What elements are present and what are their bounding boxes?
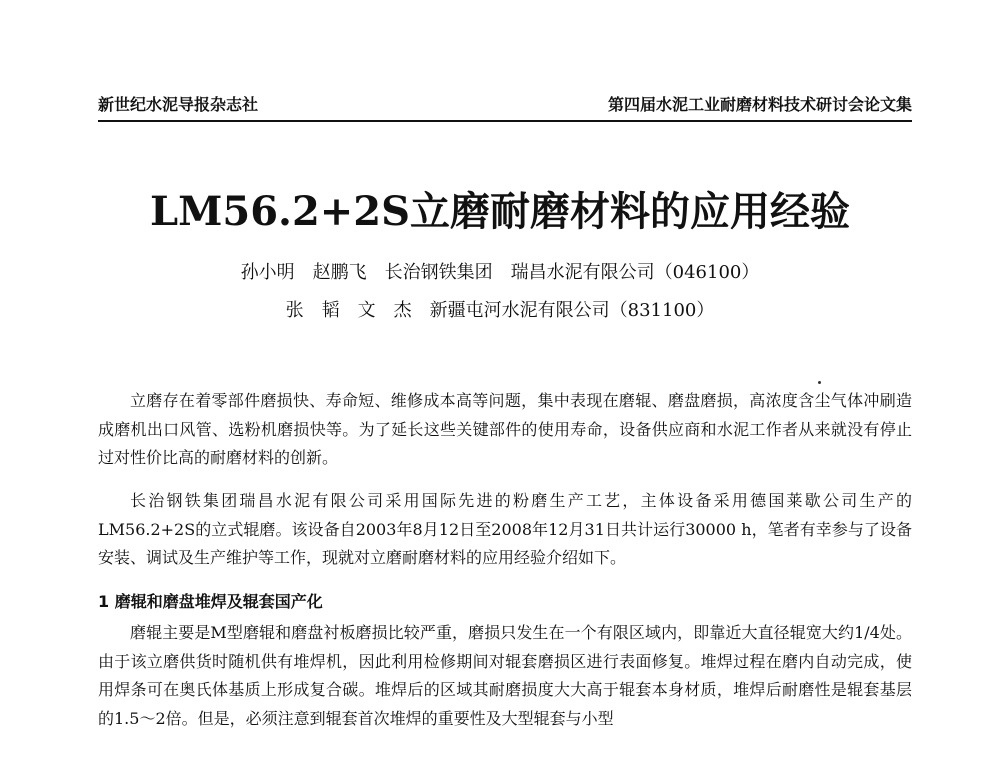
paragraph-equipment: 长治钢铁集团瑞昌水泥有限公司采用国际先进的粉磨生产工艺，主体设备采用德国莱歇公司生产的LM56.2+2S的立式辊磨。该设备自2003年8月12日至2008年12月31日共计运行30000 h，笔者有幸参与了设备安装、调试及生产维护等工作，现就对立磨耐磨材料的应用经验介绍如下。 bbox=[98, 491, 912, 567]
header-rule bbox=[98, 120, 912, 122]
speck-mark bbox=[818, 381, 821, 384]
paragraph-intro: 立磨存在着零部件磨损快、寿命短、维修成本高等问题，集中表现在磨辊、磨盘磨损，高浓度含尘气体冲刷造成磨机出口风管、选粉机磨损快等。为了延长这些关键部件的使用寿命，设备供应商和水泥工作者从来就没有停止过对性价比高的耐磨材料的创新。 bbox=[98, 391, 912, 467]
header-proceedings: 第四届水泥工业耐磨材料技术研讨会论文集 bbox=[607, 95, 912, 114]
paper-title: LM56.2+2S立磨耐磨材料的应用经验 bbox=[149, 188, 851, 235]
paragraph-section-1: 磨辊主要是M型磨辊和磨盘衬板磨损比较严重，磨损只发生在一个有限区域内，即靠近大直径辊宽大约1/4处。由于该立磨供货时随机供有堆焊机，因此利用检修期间对辊套磨损区进行表面修复。堆焊过程在磨内自动完成，使用焊条可在奥氏体基质上形成复合碳。堆焊后的区域其耐磨损度大大高于辊套本身材质，堆焊后耐磨性是辊套基层的1.5～2倍。但是，必须注意到辊套首次堆焊的重要性及大型辊套与小型 bbox=[98, 623, 912, 728]
author-line-2: 张 韬 文 杰 新疆屯河水泥有限公司（831100） bbox=[285, 300, 715, 321]
section-heading-1: 1 磨辊和磨盘堆焊及辊套国产化 bbox=[98, 592, 323, 611]
header-publisher: 新世纪水泥导报杂志社 bbox=[98, 95, 259, 114]
author-line-1: 孙小明 赵鹏飞 长治钢铁集团 瑞昌水泥有限公司（046100） bbox=[240, 262, 760, 283]
